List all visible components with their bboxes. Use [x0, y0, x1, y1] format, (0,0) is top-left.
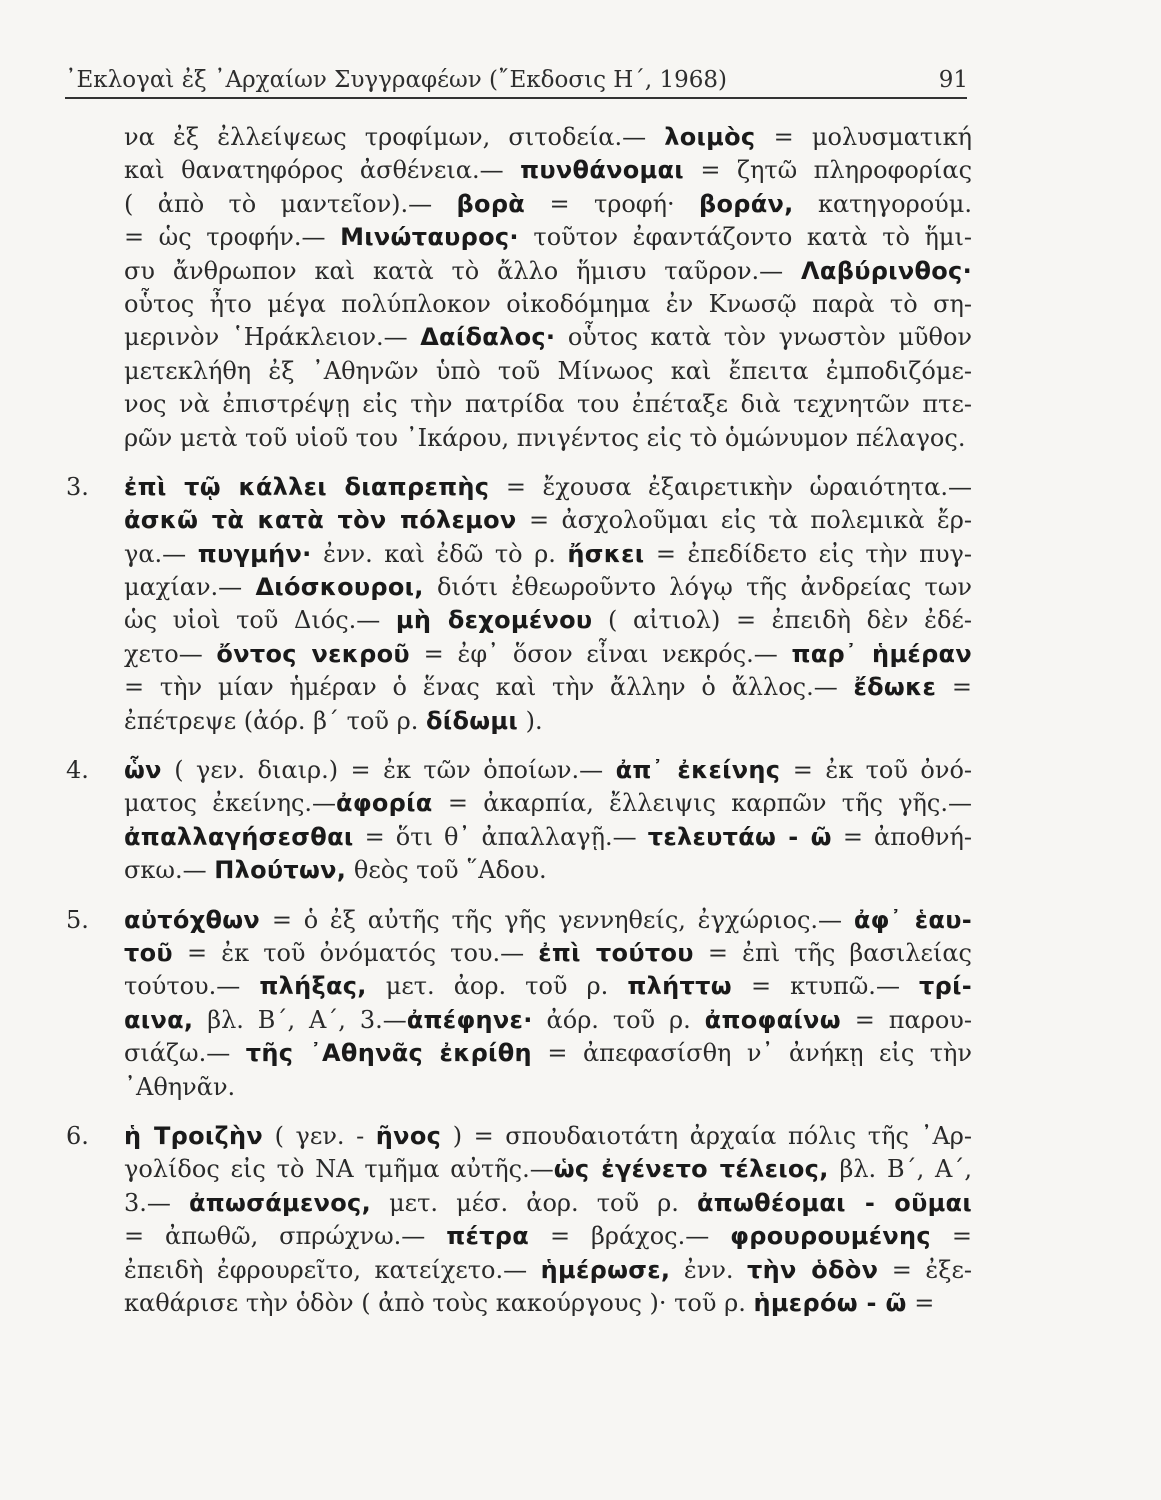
gloss-text: = μολυσματική: [755, 123, 972, 151]
gloss-text: = ἐξε-: [878, 1255, 972, 1284]
text-line: [124, 854, 972, 887]
gloss-text: =: [906, 1288, 935, 1317]
gloss-text: ὡς υἱοὶ τοῦ Διός.—: [124, 606, 396, 635]
gloss-text: = ἐκ τοῦ ὀνό-: [780, 756, 972, 785]
gloss-text: μετ. μέσ. ἀορ. τοῦ ρ.: [371, 1188, 697, 1217]
gloss-text: ἐπειδὴ ἐφρουρεῖτο, κατείχετο.—: [124, 1255, 541, 1284]
glossary-term: ἐπὶ τῷ κάλλει διαπρεπὴς: [124, 472, 490, 501]
text-line: [124, 355, 972, 388]
gloss-text: βλ. Β΄, Α΄,: [828, 1155, 972, 1184]
glossary-term: τῆς ᾿Αθηνᾶς ἐκρίθη: [245, 1039, 532, 1068]
gloss-text: ( ἀπὸ τὸ μαντεῖον).—: [124, 189, 457, 218]
gloss-text: ἐνν.: [670, 1255, 748, 1284]
glossary-term: Δαίδαλος·: [420, 323, 556, 352]
glossary-term: ὡς ἐγένετο τέλειος,: [553, 1155, 829, 1184]
text-line: [124, 288, 972, 321]
glossary-term: μὴ δεχομένου: [395, 606, 593, 635]
glossary-term: Διόσκουροι,: [255, 573, 424, 602]
text-line: [124, 787, 972, 820]
text-line: [124, 638, 972, 671]
gloss-text: βλ. Β΄, Α΄, 3.—: [193, 1005, 407, 1034]
glossary-term: Πλούτων,: [214, 856, 347, 885]
gloss-text: = ἔχουσα ἐξαιρετικὴν ὡραιότητα.—: [489, 472, 972, 501]
glossary-term: πλήξας,: [259, 972, 367, 1001]
glossary-item: [66, 754, 972, 888]
gloss-text: = κτυπῶ.—: [731, 972, 919, 1001]
gloss-text: ).: [518, 706, 543, 735]
glossary-term: βορὰ: [456, 189, 526, 218]
gloss-text: = ἀπωθῶ, σπρώχνω.—: [124, 1222, 447, 1251]
text-line: [124, 154, 972, 187]
text-line: [124, 255, 972, 288]
glossary-term: ἀπωθέομαι - οῦμαι: [696, 1188, 972, 1217]
gloss-text: να ἐξ ἐλλείψεως τροφίμων, σιτοδεία.—: [124, 123, 665, 151]
header-title: ᾿Εκλογαὶ ἐξ ᾿Αρχαίων Συγγραφέων (῎Εκδοσις Η΄, 1968): [65, 67, 727, 93]
gloss-text: ᾿Αθηνᾶν.: [124, 1072, 236, 1101]
text-line: [124, 1287, 972, 1320]
glossary-term: Μινώταυρος·: [340, 223, 519, 252]
text-line: [124, 904, 972, 937]
text-line: [124, 1037, 972, 1070]
text-line: [124, 504, 972, 537]
header-rule: [65, 97, 967, 99]
text-line: [124, 604, 972, 637]
gloss-text: 3.—: [124, 1188, 189, 1217]
gloss-text: = παρου-: [840, 1005, 972, 1034]
gloss-text: ) = σπουδαιοτάτη ἀρχαία πόλις τῆς ᾿Αρ-: [441, 1121, 972, 1150]
gloss-text: ἐπέτρεψε (ἀόρ. β΄ τοῦ ρ.: [124, 706, 426, 735]
gloss-text: διότι ἐθεωροῦντο λόγῳ τῆς ἀνδρείας των: [423, 573, 972, 602]
gloss-text: τοῦτον ἐφαντάζοντο κατὰ τὸ ἥμι-: [518, 223, 972, 252]
glossary-term: φρουρουμένης: [730, 1222, 931, 1251]
glossary-term: ἀπέφηνε·: [406, 1005, 533, 1034]
gloss-text: θεὸς τοῦ ῞Αδου.: [346, 856, 547, 885]
gloss-text: νος νὰ ἐπιστρέψῃ εἰς τὴν πατρίδα του ἐπέταξε διὰ τεχνητῶν πτε-: [124, 390, 972, 419]
gloss-text: = ἐπὶ τῆς βασιλείας: [693, 938, 972, 967]
gloss-text: ἀόρ. τοῦ ρ.: [532, 1005, 705, 1034]
item-text: [66, 1120, 972, 1320]
glossary-body: [66, 121, 972, 1320]
glossary-term: τρί-: [919, 972, 972, 1001]
text-line: [124, 388, 972, 421]
text-line: [124, 321, 972, 354]
text-line: [124, 571, 972, 604]
gloss-text: ( γεν. διαιρ.) = ἐκ τῶν ὁποίων.—: [161, 756, 616, 785]
glossary-term: πλήττω: [627, 972, 732, 1001]
intro-paragraph: [66, 121, 972, 455]
glossary-term: αὐτόχθων: [124, 905, 261, 934]
gloss-text: = ἀσχολοῦμαι εἰς τὰ πολεμικὰ ἔρ-: [516, 506, 972, 535]
text-line: [124, 121, 972, 154]
gloss-text: = βράχος.—: [529, 1222, 731, 1251]
glossary-term: πυγμήν·: [197, 539, 312, 568]
gloss-text: ματος ἐκείνης.—: [124, 789, 337, 818]
text-line: [124, 1220, 972, 1253]
glossary-term: ἐπὶ τούτου: [538, 938, 694, 967]
gloss-text: καθάρισε τὴν ὁδὸν ( ἀπὸ τοὺς κακούργους )· τοῦ ρ.: [124, 1288, 754, 1317]
glossary-term: πέτρα: [446, 1222, 530, 1251]
text-line: [124, 1153, 972, 1186]
gloss-text: = τροφή·: [525, 189, 699, 218]
running-header: [65, 57, 968, 93]
glossary-item: [66, 904, 972, 1104]
item-text: [66, 904, 972, 1104]
gloss-text: οὗτος κατὰ τὸν γνωστὸν μῦθον: [555, 323, 972, 352]
glossary-term: τὴν ὁδὸν: [747, 1255, 879, 1284]
gloss-text: οὗτος ἦτο μέγα πολύπλοκον οἰκοδόμημα ἐν Κνωσῷ παρὰ τὸ ση-: [124, 289, 972, 318]
gloss-text: =: [930, 1222, 972, 1251]
gloss-text: σκω.—: [124, 856, 215, 885]
numbered-items: [66, 471, 972, 1320]
text-line: [124, 1254, 972, 1287]
glossary-term: ἔδωκε: [853, 673, 937, 702]
gloss-text: γα.—: [124, 539, 198, 568]
text-line: [124, 970, 972, 1003]
glossary-term: ῆνος: [375, 1121, 442, 1150]
text-line: [124, 422, 972, 455]
item-text: [66, 754, 972, 888]
glossary-term: δίδωμι: [426, 706, 518, 735]
gloss-text: συ ἄνθρωπον καὶ κατὰ τὸ ἄλλο ἥμισυ ταῦρον.—: [124, 256, 802, 285]
glossary-term: ἡμερόω - ῶ: [753, 1288, 907, 1317]
glossary-term: Λαβύρινθος·: [801, 256, 972, 285]
glossary-term: ὄντος νεκροῦ: [216, 639, 410, 668]
gloss-text: ( αἰτιολ) = ἐπειδὴ δὲν ἐδέ-: [592, 606, 972, 635]
gloss-text: = ἀκαρπία, ἔλλειψις καρπῶν τῆς γῆς.—: [432, 789, 972, 818]
text-line: [124, 1187, 972, 1220]
gloss-text: τούτου.—: [124, 972, 260, 1001]
glossary-term: ἤσκει: [567, 539, 645, 568]
gloss-text: μετεκλήθη ἐξ ᾿Αθηνῶν ὑπὸ τοῦ Μίνωος καὶ ἔπειτα ἐμποδιζόμε-: [124, 356, 972, 385]
gloss-text: ρῶν μετὰ τοῦ υἱοῦ του ᾿Ικάρου, πνιγέντος εἰς τὸ ὁμώνυμον πέλαγος.: [124, 423, 966, 452]
glossary-term: ὧν: [124, 756, 162, 785]
glossary-term: ἀπαλλαγήσεσθαι: [124, 822, 354, 851]
glossary-term: ἀφ᾿ ἑαυ-: [853, 905, 972, 934]
glossary-term: τελευτάω - ῶ: [647, 822, 832, 851]
glossary-term: ἀσκῶ τὰ κατὰ τὸν πόλεμον: [124, 506, 517, 535]
item-number: 4.: [66, 756, 89, 785]
glossary-term: λοιμὸς: [664, 123, 756, 151]
text-line: [124, 471, 972, 504]
gloss-text: καὶ θανατηφόρος ἀσθένεια.—: [124, 156, 521, 185]
item-number: 6.: [66, 1121, 89, 1150]
text-line: [124, 1120, 972, 1153]
text-line: [124, 754, 972, 787]
item-text: [66, 471, 972, 738]
glossary-term: ἡ Τροιζὴν: [124, 1121, 264, 1150]
glossary-term: ἀποφαίνω: [704, 1005, 841, 1034]
gloss-text: = ἐφ᾿ ὅσον εἶναι νεκρός.—: [409, 639, 792, 668]
gloss-text: ( γεν. -: [263, 1121, 376, 1150]
gloss-text: = ἀπεφασίσθη ν᾿ ἀνήκῃ εἰς τὴν: [531, 1039, 972, 1068]
gloss-text: μαχίαν.—: [124, 573, 256, 602]
gloss-text: = τὴν μίαν ἡμέραν ὁ ἕνας καὶ τὴν ἄλλην ὁ ἄλλος.—: [124, 673, 854, 702]
glossary-item: [66, 1120, 972, 1320]
gloss-text: σιάζω.—: [124, 1039, 246, 1068]
glossary-term: ἀφορία: [336, 789, 433, 818]
text-line: [124, 188, 972, 221]
gloss-text: = ὡς τροφήν.—: [124, 223, 341, 252]
gloss-text: = ζητῶ πληροφορίας: [683, 156, 972, 185]
item-number: 5.: [66, 905, 89, 934]
gloss-text: γολίδος εἰς τὸ ΝΑ τμῆμα αὐτῆς.—: [124, 1155, 554, 1184]
gloss-text: μερινὸν ῾Ηράκλειον.—: [124, 323, 421, 352]
gloss-text: χετο—: [124, 639, 217, 668]
glossary-term: παρ᾿ ἡμέραν: [791, 639, 972, 668]
gloss-text: =: [936, 673, 972, 702]
gloss-text: = ὅτι θ᾿ ἀπαλλαγῇ.—: [353, 822, 648, 851]
gloss-text: = ὁ ἐξ αὐτῆς τῆς γῆς γεννηθείς, ἐγχώριος.—: [260, 905, 854, 934]
glossary-term: τοῦ: [124, 938, 173, 967]
glossary-term: αινα,: [124, 1005, 194, 1034]
gloss-text: = ἀποθνή-: [831, 822, 972, 851]
gloss-text: μετ. ἀορ. τοῦ ρ.: [366, 972, 628, 1001]
gloss-text: ἐνν. καὶ ἐδῶ τὸ ρ.: [311, 539, 568, 568]
glossary-term: ἡμέρωσε,: [540, 1255, 671, 1284]
glossary-item: [66, 471, 972, 738]
text-line: [124, 1004, 972, 1037]
gloss-text: = ἐκ τοῦ ὀνόματός του.—: [172, 938, 539, 967]
gloss-text: = ἐπεδίδετο εἰς τὴν πυγ-: [644, 539, 972, 568]
text-line: [124, 221, 972, 254]
glossary-term: βοράν,: [698, 189, 794, 218]
text-line: [124, 671, 972, 704]
text-line: [124, 538, 972, 571]
text-line: [124, 705, 972, 738]
glossary-term: ἀπ᾿ ἐκείνης: [615, 756, 781, 785]
text-line: [124, 821, 972, 854]
glossary-term: ἀπωσάμενος,: [188, 1188, 371, 1217]
text-line: [124, 1071, 972, 1104]
page-number: 91: [938, 67, 968, 93]
item-number: 3.: [66, 472, 89, 501]
text-line: [124, 937, 972, 970]
gloss-text: κατηγορούμ.: [793, 189, 972, 218]
glossary-term: πυνθάνομαι: [520, 156, 684, 185]
